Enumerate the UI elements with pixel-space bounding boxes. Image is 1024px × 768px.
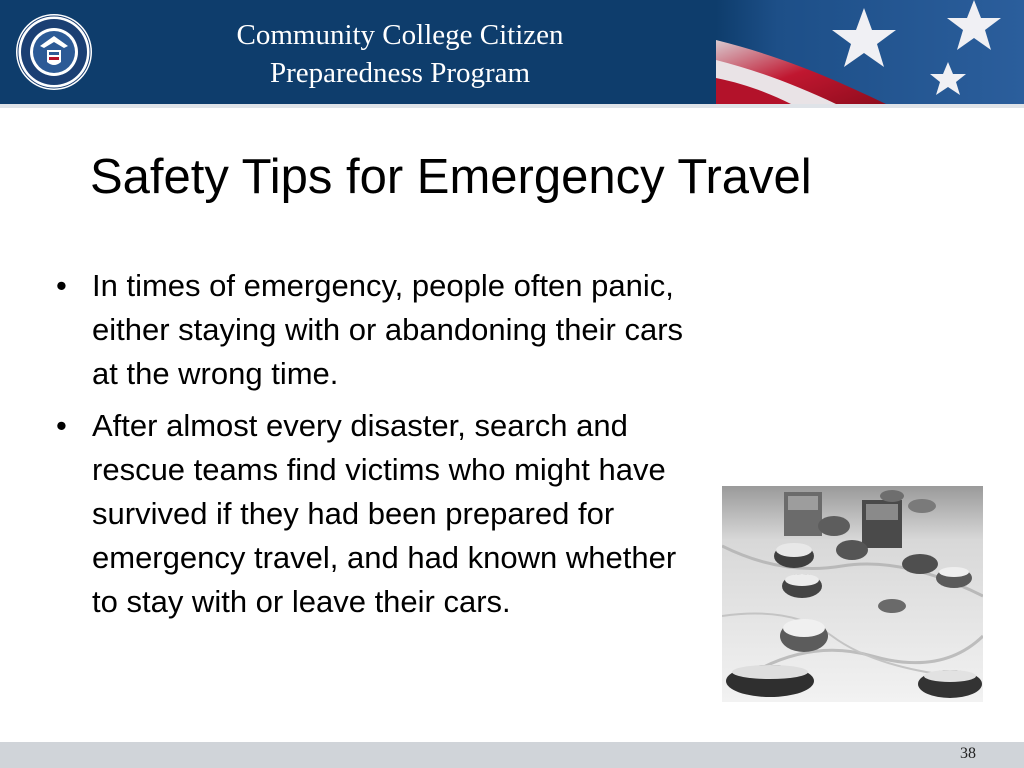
program-title-line-1: Community College Citizen — [236, 19, 564, 51]
dhs-seal-icon — [14, 12, 94, 92]
bullet-marker: • — [56, 408, 67, 443]
bullet-item — [56, 264, 706, 396]
bullet-item — [56, 404, 706, 624]
page-number: 38 — [960, 745, 976, 762]
header-divider — [0, 104, 1024, 108]
program-title — [150, 16, 650, 92]
footer-bar — [0, 742, 1024, 768]
bullet-marker: • — [56, 268, 67, 303]
bullet-list — [56, 264, 706, 632]
header-banner — [0, 0, 1024, 104]
slide-title: Safety Tips for Emergency Travel — [90, 150, 812, 204]
bullet-text: After almost every disaster, search and rescue teams find victims who might have survived if they had been prepared for emergency travel, and had known whether to stay with or leave their cars. — [92, 408, 677, 619]
program-title-line-2: Preparedness Program — [269, 57, 531, 89]
snow-buried-vehicles-photo — [722, 486, 983, 702]
american-flag-image — [716, 0, 1024, 104]
bullet-text: In times of emergency, people often panic, either staying with or abandoning their cars at the wrong time. — [92, 268, 684, 391]
